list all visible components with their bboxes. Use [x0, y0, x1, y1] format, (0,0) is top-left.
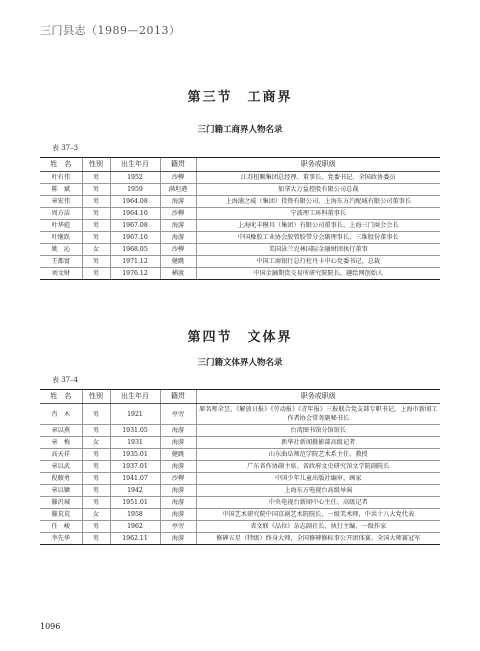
cell-name: 姚 沁 — [40, 244, 82, 256]
cell-birth: 1958 — [110, 509, 160, 521]
cell-gender: 男 — [82, 184, 110, 196]
cell-origin: 海游 — [160, 497, 196, 509]
cell-name: 王都富 — [40, 256, 82, 268]
cell-birth: 1976.12 — [110, 268, 160, 280]
cell-name: 章以武 — [40, 461, 82, 473]
cell-birth: 1971.12 — [110, 256, 160, 268]
cell-origin: 海游 — [160, 533, 196, 545]
cell-gender: 女 — [82, 509, 110, 521]
table-row — [40, 509, 440, 521]
cell-gender: 男 — [82, 232, 110, 244]
col-header-birth: 出生年月 — [110, 158, 160, 172]
cell-origin: 沙柳 — [160, 473, 196, 485]
col-header-origin: 籍贯 — [160, 390, 196, 404]
cell-origin: 海游 — [160, 220, 196, 232]
col-header-name: 姓 名 — [40, 158, 82, 172]
cell-name: 章以燕 — [40, 425, 82, 437]
cell-origin: 亭旁 — [160, 521, 196, 533]
table-row — [40, 220, 440, 232]
cell-birth: 1962 — [110, 521, 160, 533]
cell-birth: 1931 — [110, 437, 160, 449]
cell-name: 滕沢城 — [40, 497, 82, 509]
col-header-gender: 性别 — [82, 390, 110, 404]
cell-gender: 男 — [82, 172, 110, 184]
table-row — [40, 521, 440, 533]
table-row — [40, 497, 440, 509]
cell-name: 叶华彪 — [40, 220, 82, 232]
cell-position: 美国泳兰克林国际金融财团执行董事 — [196, 244, 440, 256]
cell-gender: 男 — [82, 208, 110, 220]
cell-origin: 沙柳 — [160, 244, 196, 256]
cell-position: 中国金融期货交易所研究院院长，趣绘网创始人 — [196, 268, 440, 280]
cell-birth: 1964.10 — [110, 208, 160, 220]
col-header-origin: 籍贯 — [160, 158, 196, 172]
table-4-title: 三门籍文体界人物名录 — [197, 358, 283, 368]
cell-origin: 亭旁 — [160, 404, 196, 425]
cell-name: 叶有伟 — [40, 172, 82, 184]
cell-birth: 1968.05 — [110, 244, 160, 256]
table-row — [40, 533, 440, 545]
cell-position: 中国艺术研究院中国京剧艺术院院长、一级美术师，中共十八大党代表 — [196, 509, 440, 521]
table-row — [40, 404, 440, 425]
cell-gender: 男 — [82, 268, 110, 280]
cell-position: 加拿大万益控股有限公司总裁 — [196, 184, 440, 196]
cell-position: 上海浦之威（集团）投资有限公司、上海东方汽配城有限公司董事长 — [196, 196, 440, 208]
table-row — [40, 437, 440, 449]
cell-name: 滕荒荒 — [40, 509, 82, 521]
cell-name: 倪頫勇 — [40, 473, 82, 485]
cell-gender: 男 — [82, 485, 110, 497]
cell-origin: 海游 — [160, 461, 196, 473]
culture-sports-people-table — [40, 389, 440, 545]
table-3-number: 表 37–3 — [52, 144, 79, 152]
table-row — [40, 473, 440, 485]
table-row — [40, 184, 440, 196]
cell-gender: 男 — [82, 473, 110, 485]
col-header-position: 职务或职级 — [196, 158, 440, 172]
cell-origin: 海游 — [160, 425, 196, 437]
table-row — [40, 485, 440, 497]
cell-name: 陈 斌 — [40, 184, 82, 196]
cell-birth: 1931.05 — [110, 425, 160, 437]
table-row — [40, 196, 440, 208]
cell-gender: 女 — [82, 244, 110, 256]
cell-origin: 满坦港 — [160, 184, 196, 196]
cell-name: 肖 木 — [40, 404, 82, 425]
running-head: 三门县志（1989—2013） — [40, 24, 181, 37]
col-header-birth: 出生年月 — [110, 390, 160, 404]
cell-gender: 女 — [82, 437, 110, 449]
cell-name: 周方洁 — [40, 208, 82, 220]
cell-birth: 1951.01 — [110, 497, 160, 509]
cell-gender: 男 — [82, 256, 110, 268]
cell-name: 任 峻 — [40, 521, 82, 533]
cell-position: 修碑五星（特级）终身大师，全国修碑修标事公开团体赛、全国大师赛冠军 — [196, 533, 440, 545]
cell-origin: 海游 — [160, 437, 196, 449]
cell-position: 江苏扭顺集团总经理、董事长、党委书记、全国政协委员 — [196, 172, 440, 184]
cell-origin: 健跳 — [160, 256, 196, 268]
cell-name: 章 梅 — [40, 437, 82, 449]
cell-position: 原名郏全昱，《解放日报》《劳动报》《青年报》三报联合党支部专职书记，上海市新闻工作者协会常务副秘书长 — [196, 404, 440, 425]
cell-gender: 男 — [82, 497, 110, 509]
cell-gender: 男 — [82, 461, 110, 473]
business-people-table — [40, 157, 440, 280]
table-row — [40, 461, 440, 473]
cell-position: 宁波理工环科董事长 — [196, 208, 440, 220]
cell-birth: 1967.08 — [110, 220, 160, 232]
cell-birth: 1962.11 — [110, 533, 160, 545]
cell-gender: 男 — [82, 196, 110, 208]
cell-position: 中国工商银行总行杜丹卡中心党委书记、总裁 — [196, 256, 440, 268]
col-header-gender: 性别 — [82, 158, 110, 172]
cell-origin: 海游 — [160, 196, 196, 208]
cell-name: 章以镳 — [40, 485, 82, 497]
cell-origin: 海游 — [160, 509, 196, 521]
cell-birth: 1942 — [110, 485, 160, 497]
cell-birth: 1941.07 — [110, 473, 160, 485]
table-row — [40, 232, 440, 244]
cell-name: 李先华 — [40, 533, 82, 545]
cell-gender: 男 — [82, 521, 110, 533]
cell-position: 中国少年儿童出版社编审、画家 — [196, 473, 440, 485]
cell-origin: 海游 — [160, 232, 196, 244]
table-row — [40, 268, 440, 280]
table-4-number: 表 37–4 — [52, 376, 79, 384]
col-header-name: 姓 名 — [40, 390, 82, 404]
page-number: 1096 — [40, 622, 61, 631]
cell-gender: 男 — [82, 425, 110, 437]
section-3-title: 第三节 工商界 — [187, 90, 293, 105]
cell-position: 上海东方电视台高级导演 — [196, 485, 440, 497]
cell-position: 上海叱丰模具（集团）有限公司董事长、上海三门商会会长 — [196, 220, 440, 232]
col-header-position: 职务或职级 — [196, 390, 440, 404]
section-4-title: 第四节 文体界 — [187, 330, 293, 345]
table-row — [40, 256, 440, 268]
cell-origin: 海游 — [160, 485, 196, 497]
cell-name: 叶继跃 — [40, 232, 82, 244]
cell-origin: 沙柳 — [160, 172, 196, 184]
cell-name: 刘文财 — [40, 268, 82, 280]
cell-gender: 男 — [82, 449, 110, 461]
table-row — [40, 425, 440, 437]
table-3-title: 三门籍工商界人物名录 — [197, 125, 283, 135]
cell-position: 山东曲阜师范学院艺术系主任、教授 — [196, 449, 440, 461]
cell-birth: 1964.08 — [110, 196, 160, 208]
cell-origin: 横渡 — [160, 268, 196, 280]
cell-position: 新华社新闻摄影部高级记者 — [196, 437, 440, 449]
cell-name: 高天祥 — [40, 449, 82, 461]
cell-origin: 沙柳 — [160, 208, 196, 220]
cell-birth: 1921 — [110, 404, 160, 425]
cell-position: 台湾图书馆分馆馆长 — [196, 425, 440, 437]
cell-birth: 1937.01 — [110, 461, 160, 473]
table-row — [40, 244, 440, 256]
cell-birth: 1952 — [110, 172, 160, 184]
cell-birth: 1959 — [110, 184, 160, 196]
cell-position: 中国橡胶工业协会胶管胶带分会副理事长、三维股份董事长 — [196, 232, 440, 244]
cell-gender: 男 — [82, 404, 110, 425]
cell-position: 省文联《品位》杂志副社长、执行主编、一级作家 — [196, 521, 440, 533]
cell-birth: 1967.10 — [110, 232, 160, 244]
cell-name: 章宏伟 — [40, 196, 82, 208]
table-row — [40, 449, 440, 461]
cell-gender: 男 — [82, 220, 110, 232]
cell-birth: 1935.01 — [110, 449, 160, 461]
table-row — [40, 172, 440, 184]
cell-origin: 健跳 — [160, 449, 196, 461]
cell-gender: 男 — [82, 533, 110, 545]
cell-position: 广东省作协副主席、省政府文史研究馆文学院副院长 — [196, 461, 440, 473]
table-row — [40, 208, 440, 220]
cell-position: 中央电视台新闻中心主任、高级记者 — [196, 497, 440, 509]
